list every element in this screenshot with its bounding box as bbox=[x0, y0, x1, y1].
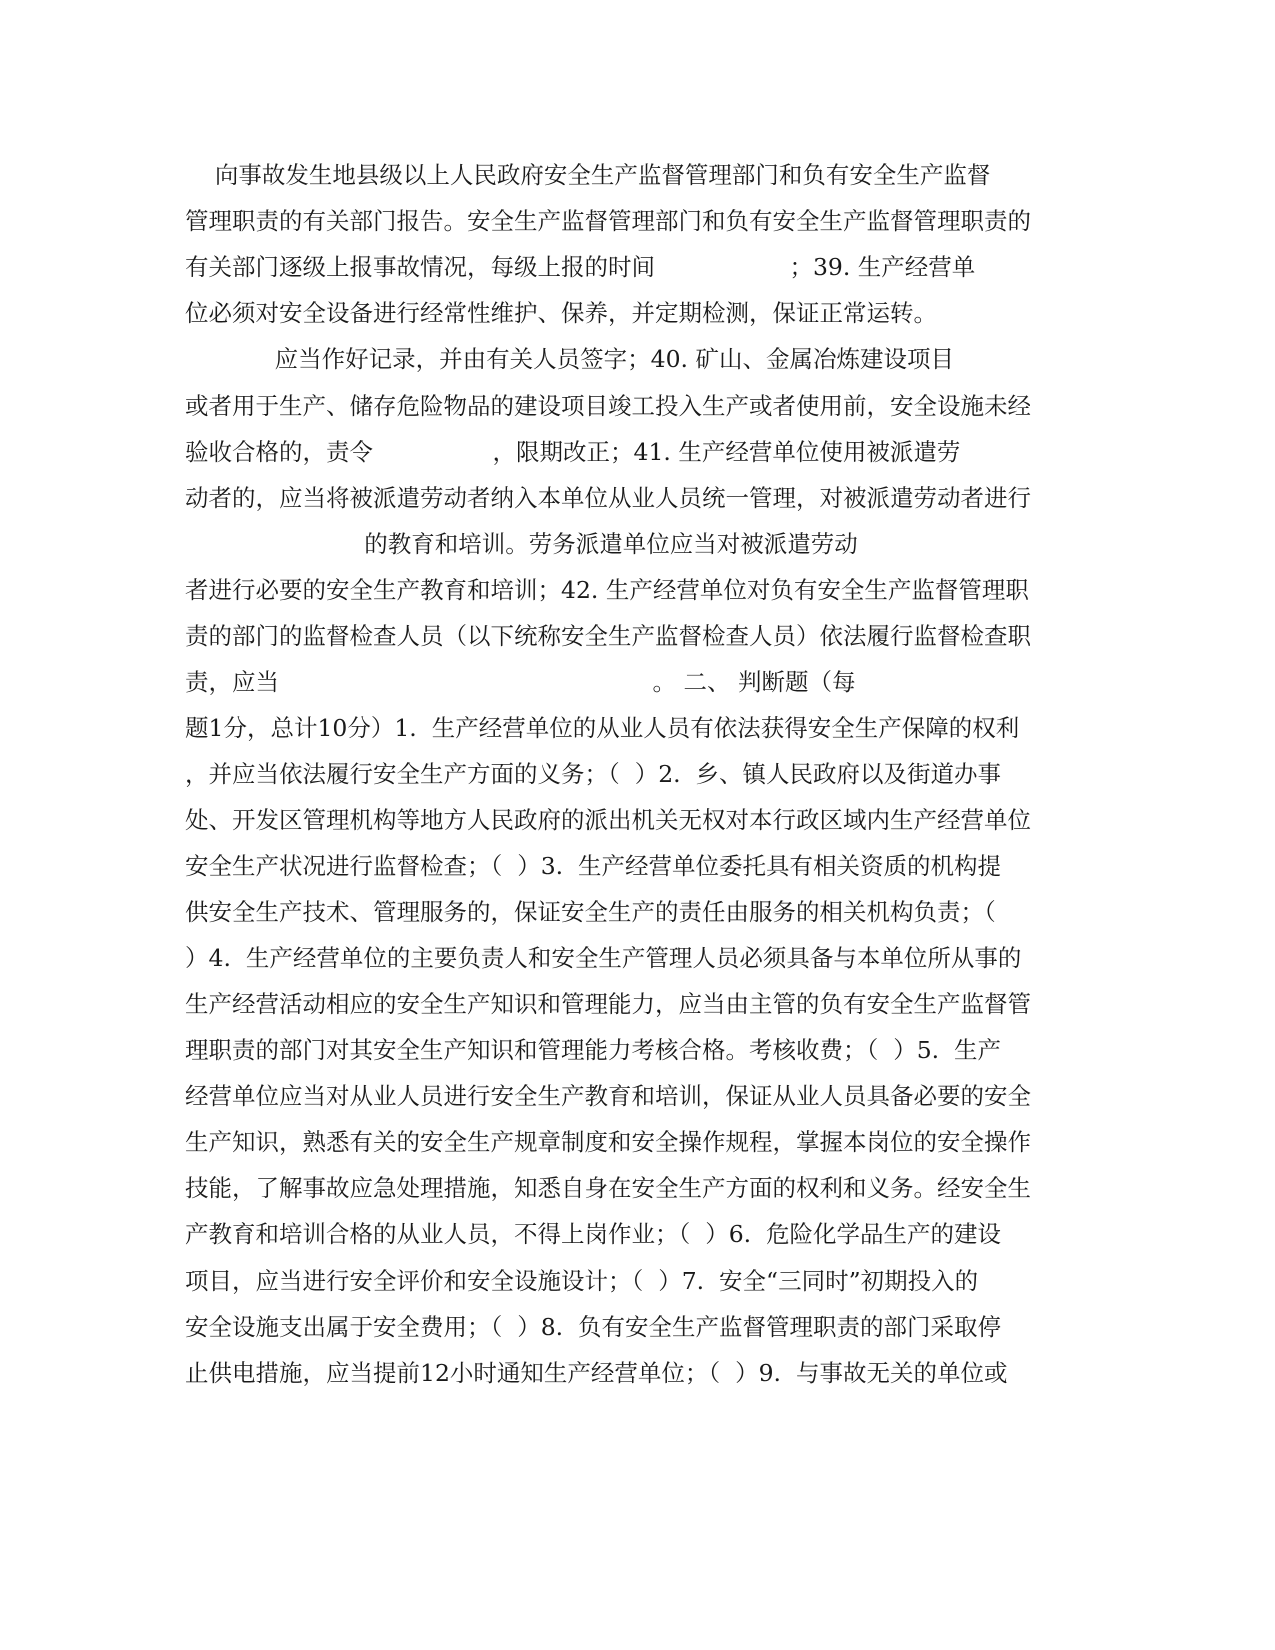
text-line: ，并应当依法履行安全生产方面的义务；（ ）2. 乡、镇人民政府以及街道办事 bbox=[185, 760, 1002, 788]
text-line: 题1分，总计10分）1. 生产经营单位的从业人员有依法获得安全生产保障的权利 bbox=[185, 714, 1020, 742]
text-line: 安全设施支出属于安全费用；（ ）8. 负有安全生产监督管理职责的部门采取停 bbox=[185, 1313, 1002, 1341]
text-line: 验收合格的，责令 ，限期改正；41. 生产经营单位使用被派遣劳 bbox=[185, 438, 961, 466]
text-line: 或者用于生产、储存危险物品的建设项目竣工投入生产或者使用前，安全设施未经 bbox=[185, 392, 1031, 420]
text-line: 责，应当 。 二、 判断题（每 bbox=[185, 668, 856, 696]
text-line: 止供电措施，应当提前12小时通知生产经营单位；（ ）9. 与事故无关的单位或 bbox=[185, 1359, 1008, 1387]
text-line: 有关部门逐级上报事故情况，每级上报的时间 ；39. 生产经营单 bbox=[185, 253, 976, 281]
text-line: 的教育和培训。劳务派遣单位应当对被派遣劳动 bbox=[185, 530, 858, 558]
text-line: ）4. 生产经营单位的主要负责人和安全生产管理人员必须具备与本单位所从事的 bbox=[185, 944, 1022, 972]
text-line: 供安全生产技术、管理服务的，保证安全生产的责任由服务的相关机构负责；（ bbox=[185, 898, 996, 926]
text-line: 技能，了解事故应急处理措施，知悉自身在安全生产方面的权利和义务。经安全生 bbox=[185, 1174, 1031, 1202]
text-line: 项目，应当进行安全评价和安全设施设计；（ ）7. 安全“三同时”初期投入的 bbox=[185, 1267, 979, 1295]
text-line: 动者的，应当将被派遣劳动者纳入本单位从业人员统一管理，对被派遣劳动者进行 bbox=[185, 484, 1031, 512]
text-line: 经营单位应当对从业人员进行安全生产教育和培训，保证从业人员具备必要的安全 bbox=[185, 1082, 1031, 1110]
text-line: 应当作好记录，并由有关人员签字；40. 矿山、金属冶炼建设项目 bbox=[185, 345, 954, 373]
text-line: 生产经营活动相应的安全生产知识和管理能力，应当由主管的负有安全生产监督管 bbox=[185, 990, 1031, 1018]
text-line: 向事故发生地县级以上人民政府安全生产监督管理部门和负有安全生产监督 bbox=[185, 161, 991, 189]
text-line: 者进行必要的安全生产教育和培训；42. 生产经营单位对负有安全生产监督管理职 bbox=[185, 576, 1029, 604]
text-line: 位必须对安全设备进行经常性维护、保养，并定期检测，保证正常运转。 bbox=[185, 299, 937, 327]
text-line: 管理职责的有关部门报告。安全生产监督管理部门和负有安全生产监督管理职责的 bbox=[185, 207, 1031, 235]
text-line: 处、开发区管理机构等地方人民政府的派出机关无权对本行政区域内生产经营单位 bbox=[185, 806, 1031, 834]
text-line: 生产知识，熟悉有关的安全生产规章制度和安全操作规程，掌握本岗位的安全操作 bbox=[185, 1128, 1031, 1156]
text-line: 产教育和培训合格的从业人员，不得上岗作业；（ ）6. 危险化学品生产的建设 bbox=[185, 1220, 1002, 1248]
text-line: 安全生产状况进行监督检查；（ ）3. 生产经营单位委托具有相关资质的机构提 bbox=[185, 852, 1002, 880]
text-line: 责的部门的监督检查人员（以下统称安全生产监督检查人员）依法履行监督检查职 bbox=[185, 622, 1031, 650]
text-line: 理职责的部门对其安全生产知识和管理能力考核合格。考核收费；（ ）5. 生产 bbox=[185, 1036, 1002, 1064]
